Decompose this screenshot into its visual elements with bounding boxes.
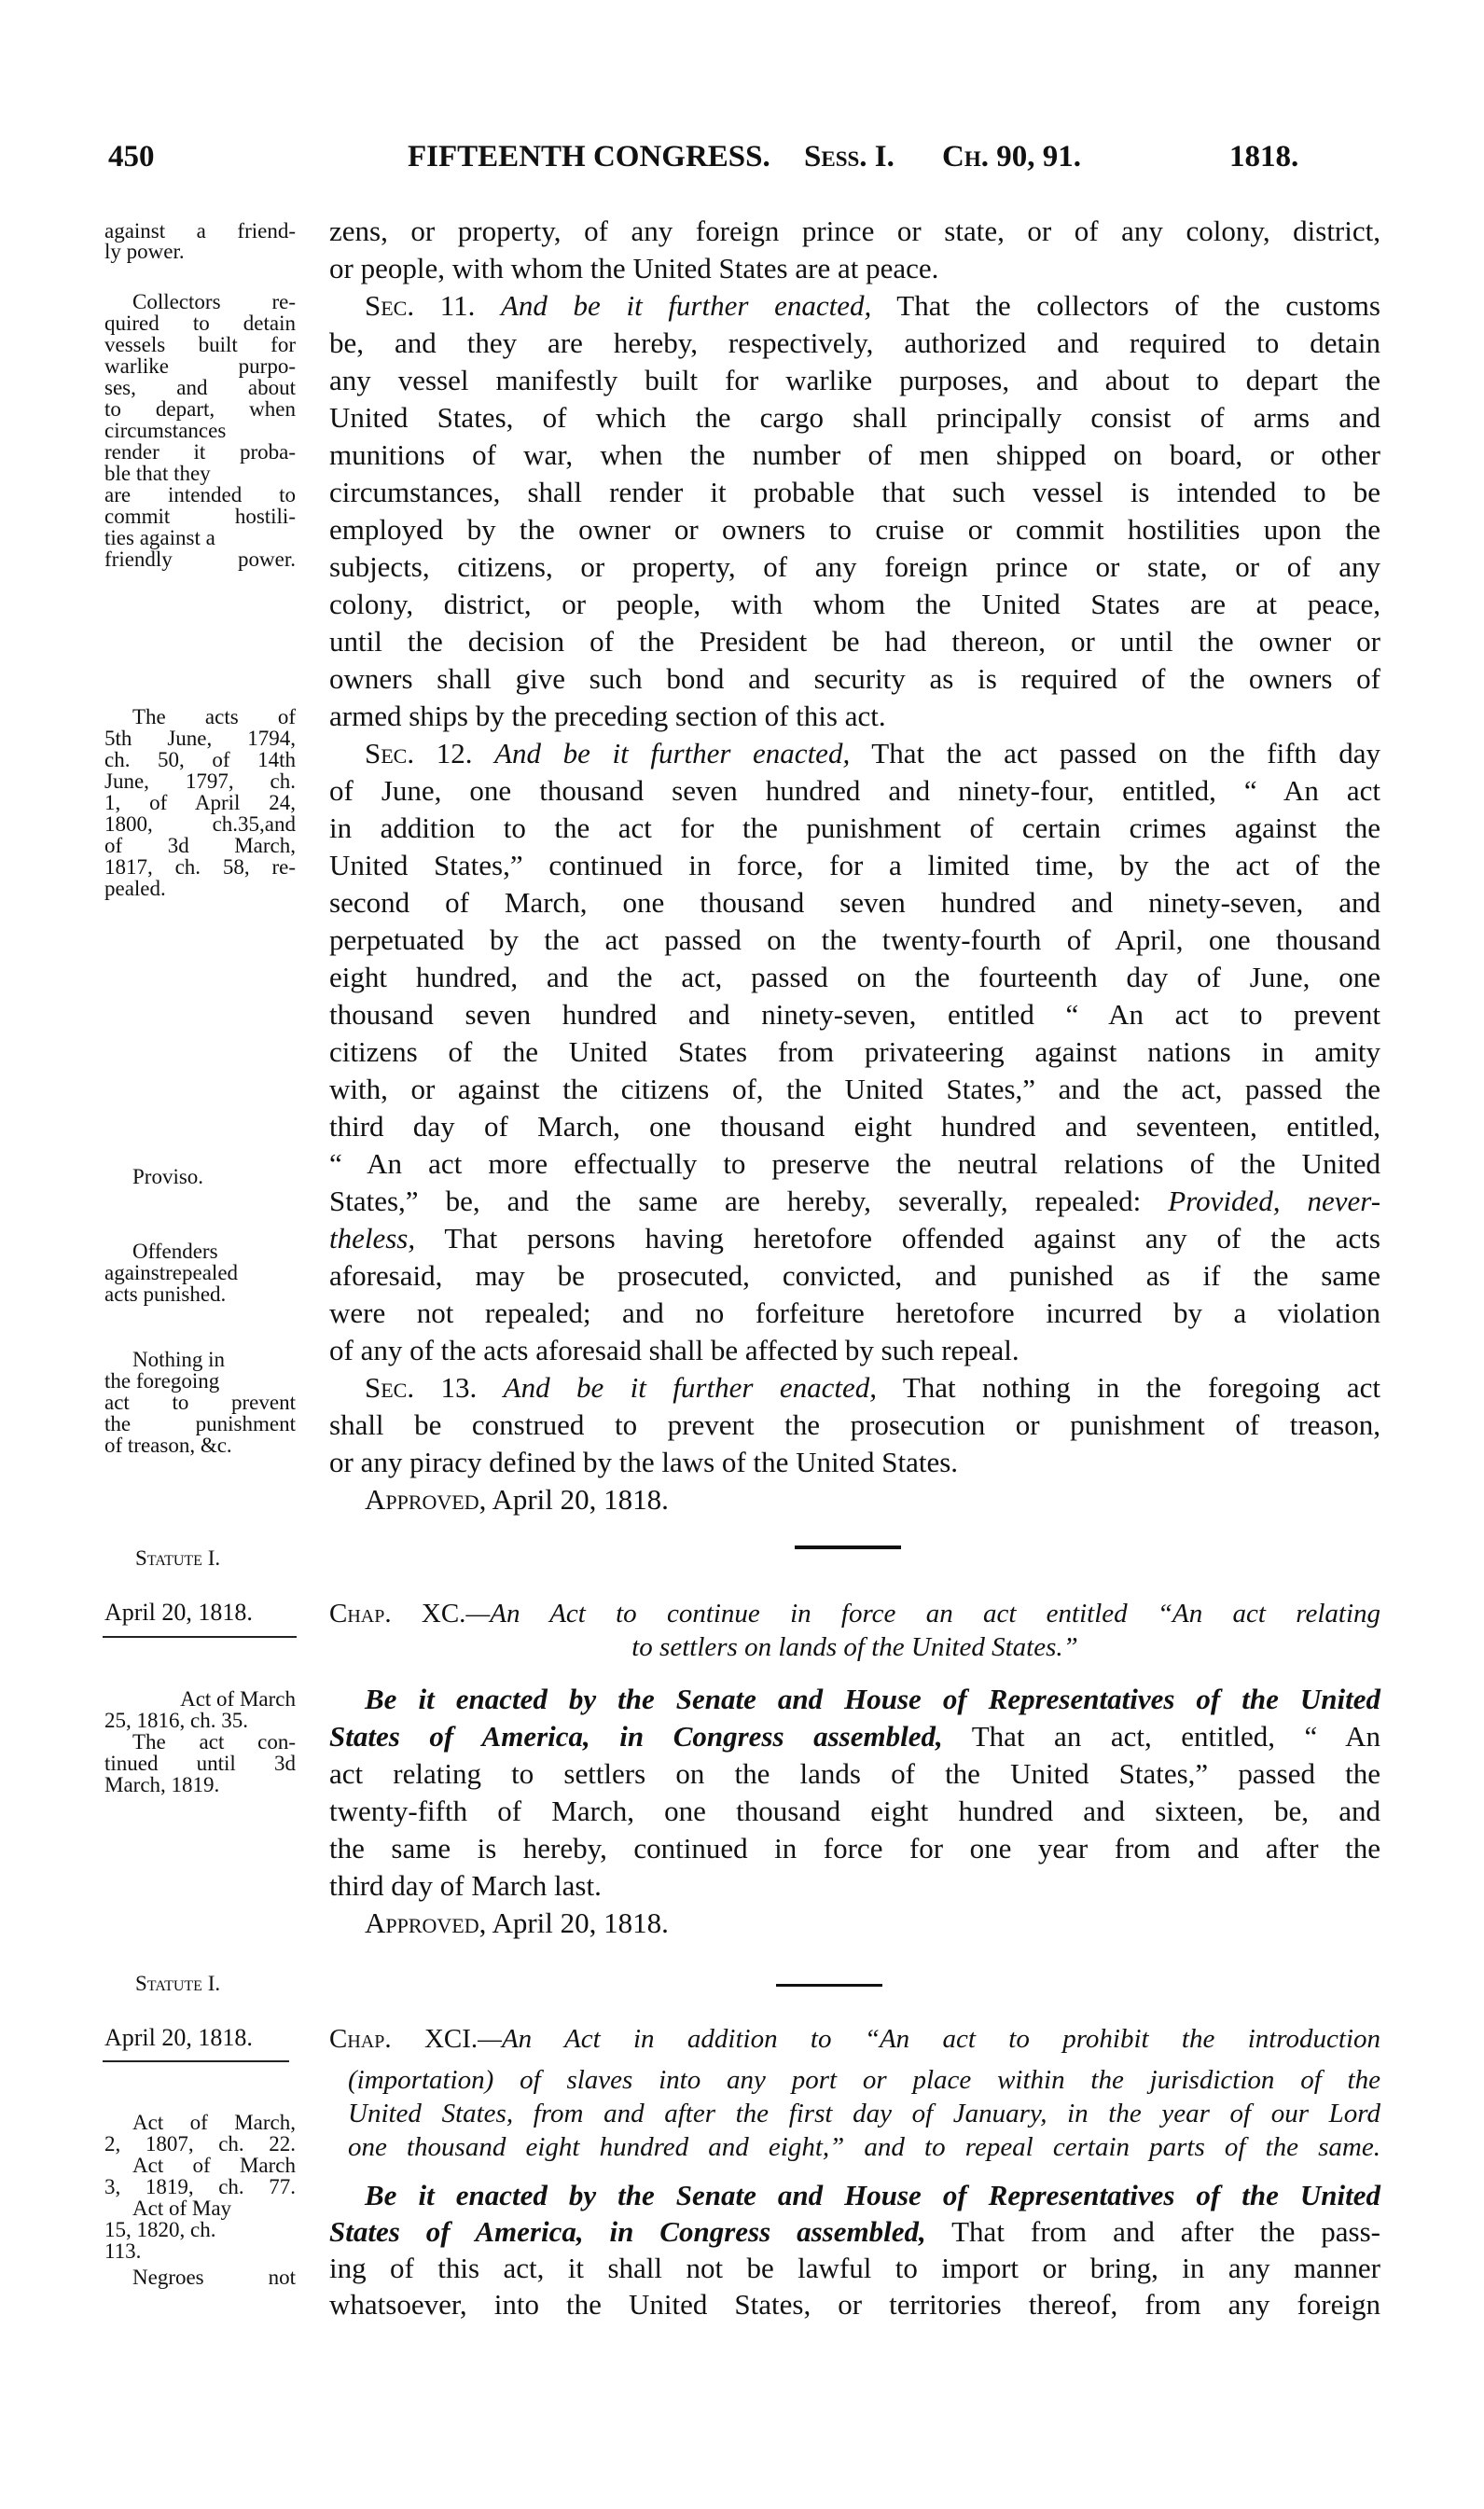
chapter-title-line: one thousand eight hundred and eight,” and to repeal certain parts of the same. [348,2132,1380,2162]
margin-note-line: commit hostili- [104,505,296,528]
text-line: twenty-fifth of March, one thousand eight hundred and sixteen, be, and [329,1795,1380,1827]
proviso-phrase: Provided, never- [1168,1185,1381,1217]
chapter-title-line [329,2026,1380,2058]
chapter-label: Chap. [329,2024,392,2054]
margin-note-line: ch. 50, of 14th [104,748,296,771]
running-header-chapters: Ch. 90, 91. [942,140,1081,173]
enacting-phrase: And be it further enacted, [503,1371,877,1404]
margin-note-line: 15, 1820, ch. [104,2218,216,2241]
page-number: 450 [108,140,155,173]
margin-note-line: 5th June, 1794, [104,727,296,750]
text-run: That an act, entitled, “ An [971,1720,1381,1753]
text-line: citizens of the United States from privateering against nations in amity [329,1035,1380,1068]
enacting-phrase: And be it further enacted, [494,737,851,769]
margin-note-line: tinued until 3d [104,1752,296,1775]
margin-note-line: The acts of [132,705,296,728]
statute-label: Statute I. [135,1546,221,1570]
margin-note-line: of 3d March, [104,834,296,857]
chapter-title-line: United States, from and after the first day of January, in the year of our Lord [348,2099,1380,2128]
approved-date: April 20, 1818. [492,1483,669,1516]
text-run: That from and after the pass- [951,2215,1380,2248]
margin-note-line: friendly power. [104,548,296,571]
chapter-title-line: to settlers on lands of the United States.” [631,1632,1078,1662]
chapter-title-line: (importation) of slaves into any port or place within the jurisdiction of the [348,2065,1380,2095]
margin-note-line: Act of March [180,1687,296,1711]
enacting-clause-text: States of America, in Congress assembled, [329,1720,943,1753]
chapter-number: XC. [421,1599,466,1629]
date-underline [103,2060,289,2062]
enacting-clause: Be it enacted by the Senate and House of Representatives of the United [365,2179,1380,2211]
enacting-clause-text: States of America, in Congress assembled, [329,2215,926,2248]
proviso-line [329,1186,1380,1218]
text-line: act relating to settlers on the lands of the United States,” passed the [329,1757,1380,1790]
text-run: That the act passed on the fifth day [871,737,1380,769]
margin-note-line: Collectors re- [132,290,296,313]
enacting-phrase: And be it further enacted, [500,289,872,322]
margin-note-line: The act con- [132,1730,296,1754]
margin-note-line: 2, 1807, ch. 22. [104,2132,296,2156]
text-line: were not repealed; and no forfeiture heretofore incurred by a violation [329,1296,1380,1329]
text-line: third day of March last. [329,1869,602,1902]
text-line: perpetuated by the act passed on the twenty-fourth of April, one thousand [329,923,1380,956]
margin-note-line: ly power. [104,240,185,263]
margin-note-line: render it proba- [104,440,296,464]
text-line: any vessel manifestly built for warlike purposes, and about to depart the [329,364,1380,396]
text-line: United States,” continued in force, for a limited time, by the act of the [329,849,1380,881]
margin-note-line: act to prevent [104,1391,296,1414]
section-13-first-line [329,1373,1380,1405]
approval-line [329,1485,1380,1517]
date-underline [103,1636,297,1638]
margin-note-line: vessels built for [104,333,296,356]
margin-note-line: ses, and about [104,376,296,399]
text-line: shall be construed to prevent the prosecution or punishment of treason, [329,1408,1380,1441]
margin-note-line: ble that they [104,462,211,485]
running-header-session: Sess. I. [804,140,895,173]
margin-note-line: againstrepealed [104,1261,239,1284]
text-line: third day of March, one thousand eight hundred and seventeen, entitled, [329,1110,1380,1143]
text-line: until the decision of the President be had thereon, or until the owner or [329,625,1380,658]
margin-note-line: against a friend- [104,219,296,243]
margin-note-line: to depart, when [104,397,296,421]
text-line: with, or against the citizens of, the United States,” and the act, passed the [329,1073,1380,1105]
section-label: Sec. 13. [365,1371,478,1404]
text-line: or any piracy defined by the laws of the United States. [329,1446,959,1478]
margin-note-line: March, 1819. [104,1773,220,1796]
margin-note-line: the foregoing [104,1369,220,1393]
approved-date: April 20, 1818. [492,1906,669,1939]
chapter-number: XCI. [423,2024,478,2054]
margin-note-line: circumstances [104,419,227,442]
chapter-date: April 20, 1818. [104,2024,253,2051]
text-run: States,” be, and the same are hereby, severally, repealed: [329,1185,1142,1217]
margin-note-line: 1800, ch.35,and [104,812,296,836]
text-line: or people, with whom the United States are at peace. [329,252,939,284]
margin-note-line: pealed. [104,877,166,900]
proviso-continuation-line [329,1224,1380,1255]
text-line: employed by the owner or owners to cruise or commit hostilities upon the [329,513,1380,546]
text-line: be, and they are hereby, respectively, authorized and required to detain [329,326,1380,359]
statute-label: Statute I. [135,1972,221,1995]
margin-note-line: ties against a [104,526,215,549]
text-line: colony, district, or people, with whom the United States are at peace, [329,588,1380,620]
running-header-congress: FIFTEENTH CONGRESS. [408,140,770,173]
margin-note-line: acts punished. [104,1282,227,1306]
proviso-phrase: theless, [329,1222,416,1254]
margin-note-line: Nothing in [132,1348,226,1371]
margin-note-line: 113. [104,2239,142,2263]
section-label: Sec. 11. [365,289,476,322]
approved-label: Approved, [365,1906,487,1939]
margin-note-line: Negroes not [132,2266,296,2289]
margin-note-line: June, 1797, ch. [104,769,296,793]
text-line: eight hundred, and the act, passed on the fourteenth day of June, one [329,961,1380,993]
text-line: of June, one thousand seven hundred and ninety-four, entitled, “ An act [329,774,1380,807]
margin-note-line: Act of March [132,2154,296,2177]
margin-note-line: 1817, ch. 58, re- [104,855,296,879]
enacting-clause-continuation [329,1722,1380,1754]
text-line: munitions of war, when the number of men shipped on board, or other [329,438,1380,471]
text-line: ing of this act, it shall not be lawful to import or bring, in any manner [329,2252,1380,2284]
margin-note-proviso: Proviso. [132,1165,204,1188]
section-separator-rule [776,1984,882,1987]
margin-note-line: 1, of April 24, [104,791,296,814]
text-run: That the collectors of the customs [896,289,1380,322]
section-12-first-line [329,739,1380,770]
text-line: in addition to the act for the punishment of certain crimes against the [329,811,1380,844]
text-line: of any of the acts aforesaid shall be affected by such repeal. [329,1334,1019,1366]
enacting-clause-continuation [329,2217,1380,2249]
margin-note-line: quired to detain [104,312,296,335]
text-run: That persons having heretofore offended against any of the acts [444,1222,1380,1254]
text-line: whatsoever, into the United States, or territories thereof, from any foreign [329,2288,1380,2321]
margin-note-line: warlike purpo- [104,354,296,378]
chapter-label: Chap. [329,1599,392,1629]
margin-note-line: 3, 1819, ch. 77. [104,2175,296,2198]
text-line: circumstances, shall render it probable that such vessel is intended to be [329,476,1380,508]
section-11-first-line [329,291,1380,323]
margin-note-line: of treason, &c. [104,1434,232,1457]
text-line: thousand seven hundred and ninety-seven, entitled “ An act to prevent [329,998,1380,1031]
margin-note-line: 25, 1816, ch. 35. [104,1709,248,1732]
approval-line [329,1908,1380,1940]
text-line: second of March, one thousand seven hundred and ninety-seven, and [329,886,1380,919]
margin-note-line: the punishment [104,1412,296,1435]
text-line: subjects, citizens, or property, of any foreign prince or state, or of any [329,550,1380,583]
enacting-clause: Be it enacted by the Senate and House of Representatives of the United [365,1683,1380,1715]
margin-note-line: Act of May [132,2197,232,2220]
text-line: owners shall give such bond and security as is required of the owners of [329,662,1380,695]
section-label: Sec. 12. [365,737,473,769]
running-header-year: 1818. [1229,140,1299,173]
section-separator-rule [795,1546,901,1549]
approved-label: Approved, [365,1483,487,1516]
chapter-title-line [329,1601,1380,1632]
margin-note-line: Act of March, [132,2111,296,2134]
chapter-title-text: —An Act in addition to “An act to prohibit the introduction [478,2024,1381,2054]
text-line: armed ships by the preceding section of this act. [329,700,886,732]
chapter-title-text: —An Act to continue in force an act entitled “An act relating [465,1599,1380,1629]
text-line: aforesaid, may be prosecuted, convicted, and punished as if the same [329,1259,1380,1292]
text-line: the same is hereby, continued in force for one year from and after the [329,1832,1380,1864]
text-line: zens, or property, of any foreign prince or state, or of any colony, district, [329,215,1380,247]
text-line: United States, of which the cargo shall principally consist of arms and [329,401,1380,434]
margin-note-line: Offenders [132,1240,218,1263]
text-line: “ An act more effectually to preserve the neutral relations of the United [329,1147,1380,1180]
text-run: That nothing in the foregoing act [902,1371,1380,1404]
chapter-date: April 20, 1818. [104,1599,253,1626]
margin-note-line: are intended to [104,483,296,506]
